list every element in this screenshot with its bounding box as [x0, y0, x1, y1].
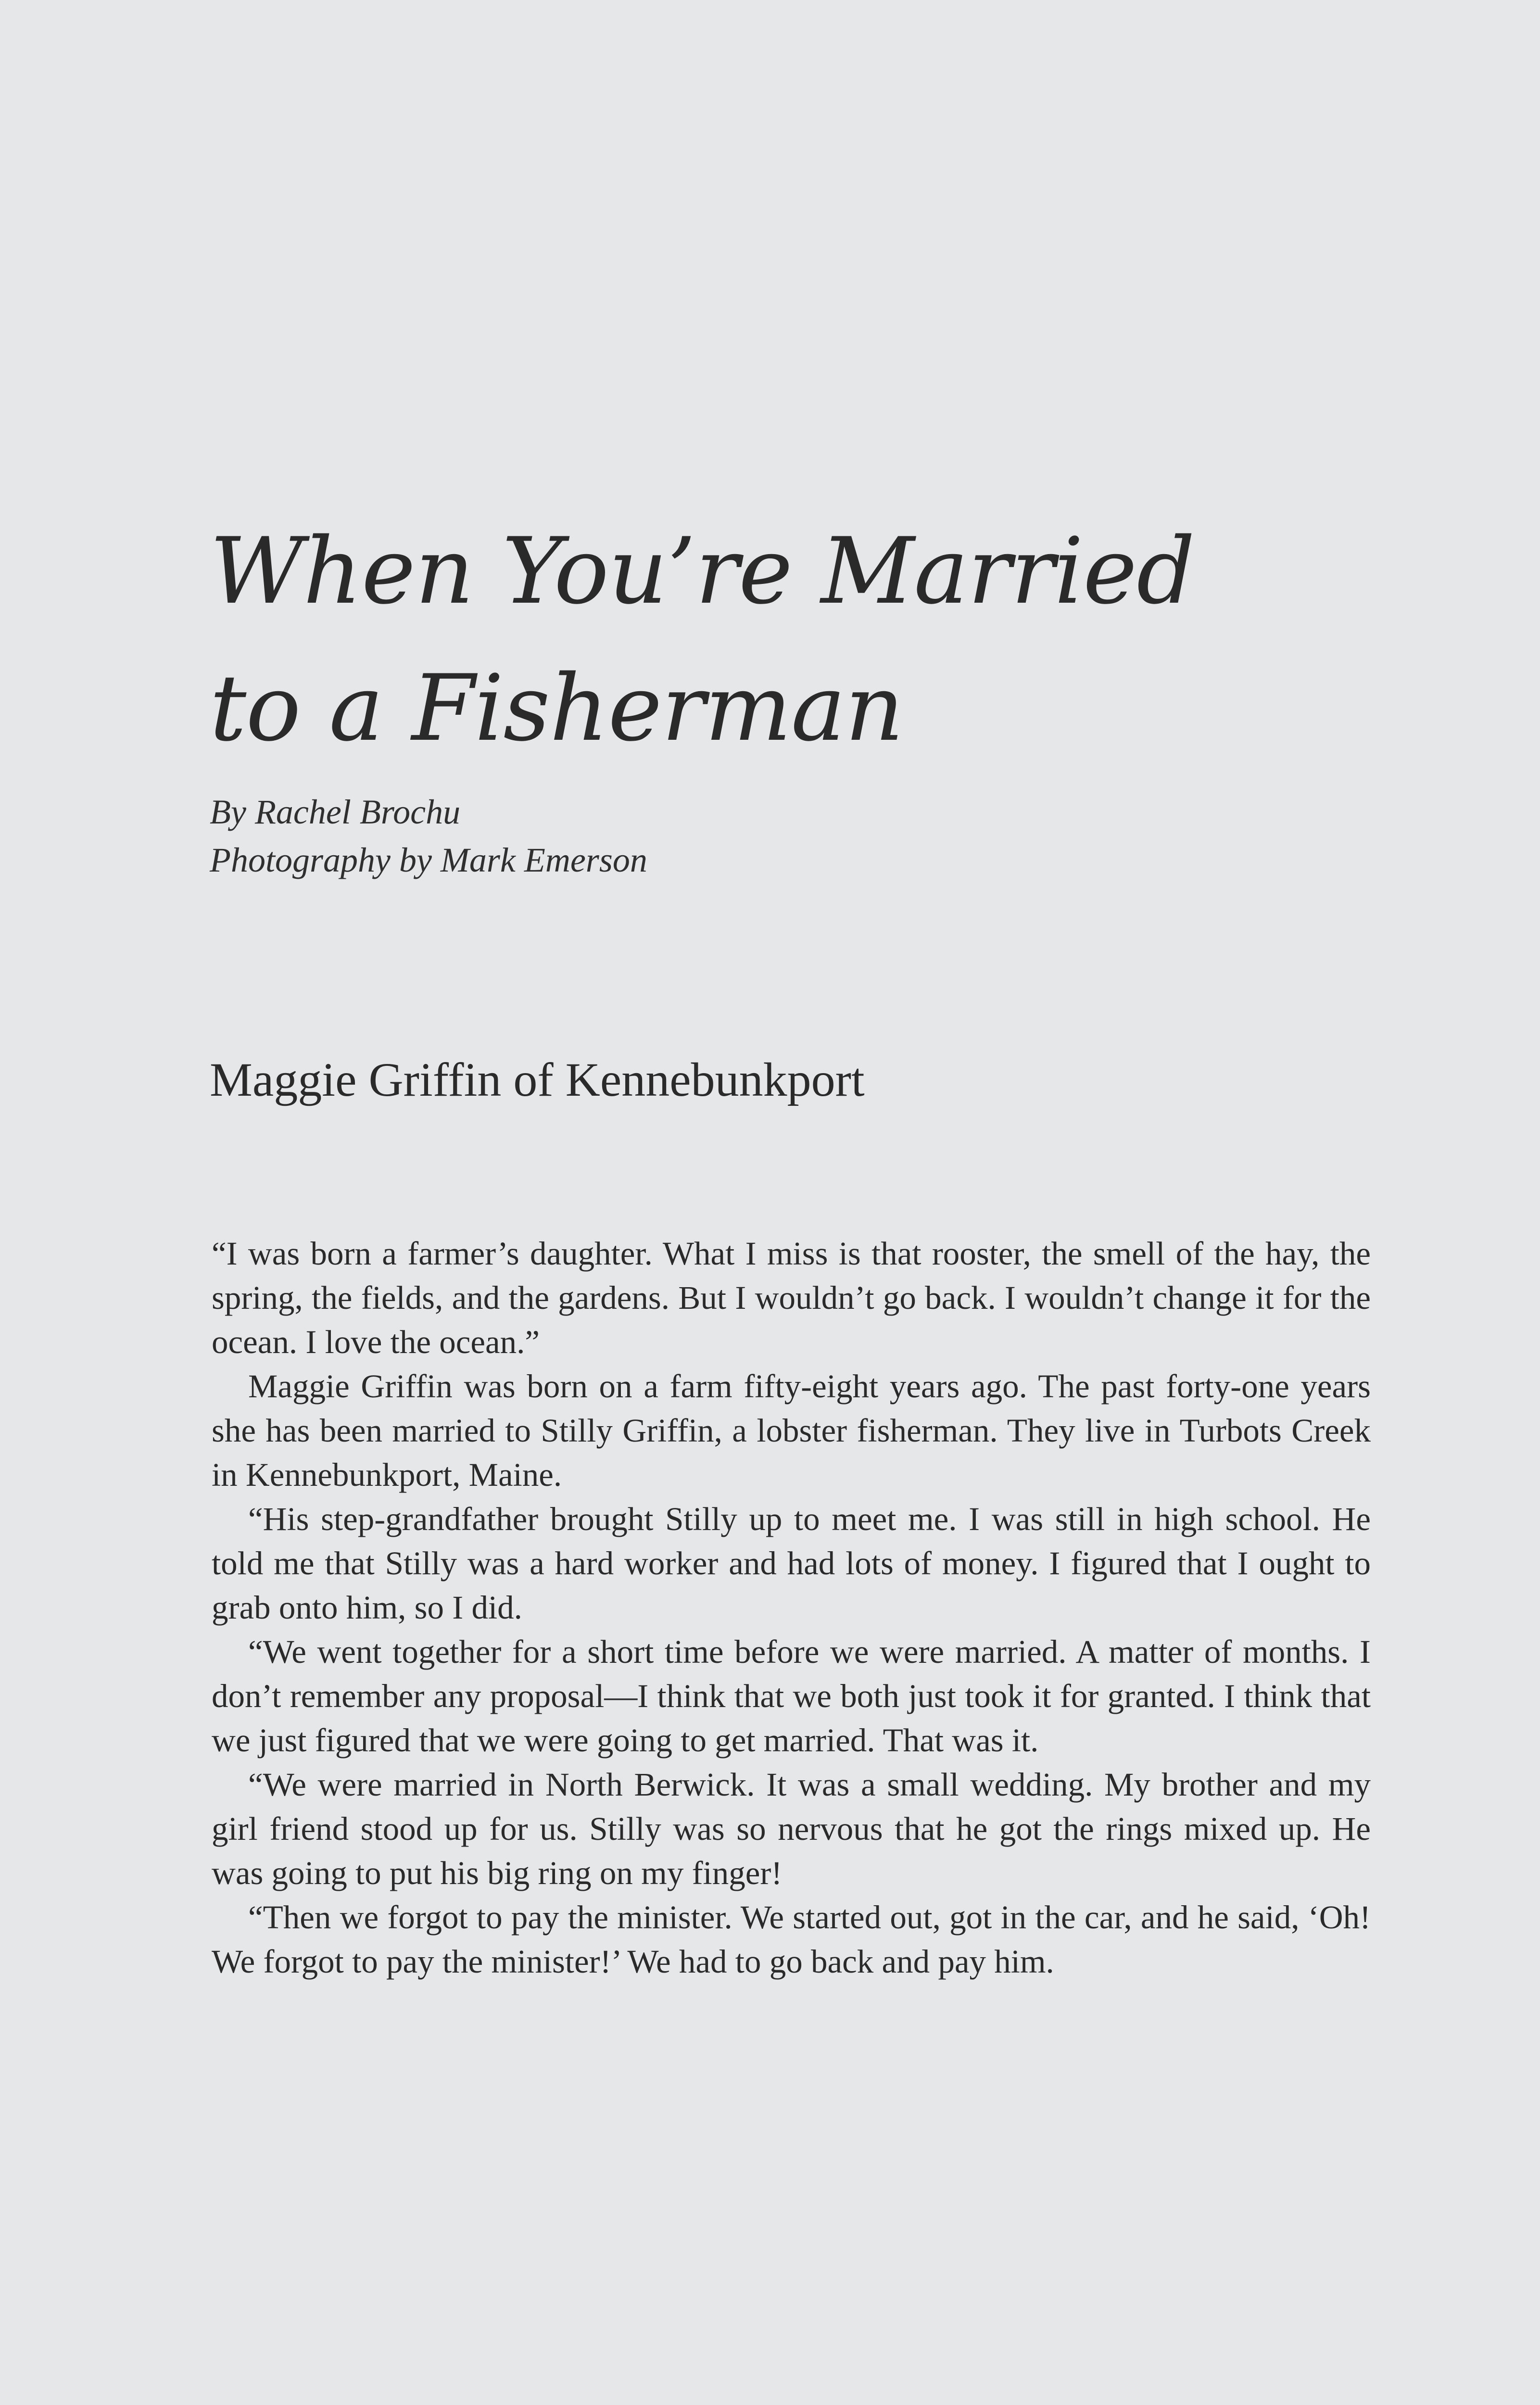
paragraph: “We went together for a short time before we were married. A matter of months. I don’t remember any proposal—I think that we both just took it for granted. I think that we just figured that we were going to get married. That was it. — [212, 1633, 1371, 1759]
credits — [210, 788, 647, 884]
article-title — [210, 503, 1195, 777]
paragraph: “His step-grandfather brought Stilly up to meet me. I was still in high school. He told me that Stilly was a hard worker and had lots of money. I figured that I ought to grab onto him, so I did. — [212, 1501, 1371, 1626]
paragraph: “Then we forgot to pay the minister. We started out, got in the car, and he said, ‘Oh! We forgot to pay the minister!’ We had to go back and pay him. — [212, 1899, 1371, 1980]
title-line-1: When You’re Married — [210, 518, 1195, 624]
title-line-2: to a Fisherman — [210, 655, 904, 761]
photo-credit: Photography by Mark Emerson — [210, 841, 647, 879]
byline: By Rachel Brochu — [210, 793, 461, 831]
paragraph: “I was born a farmer’s daughter. What I miss is that rooster, the smell of the hay, the spring, the fields, and the gardens. But I wouldn’t go back. I wouldn’t change it for the ocean. I love the ocean.” — [212, 1235, 1371, 1360]
article-body — [212, 1231, 1371, 1984]
paragraph: “We were married in North Berwick. It was a small wedding. My brother and my girl friend stood up for us. Stilly was so nervous that he got the rings mixed up. He was going to put his big ring on my finger! — [212, 1766, 1371, 1891]
section-heading: Maggie Griffin of Kennebunkport — [210, 1053, 865, 1106]
paragraph: Maggie Griffin was born on a farm fifty-eight years ago. The past forty-one years she has been married to Stilly Griffin, a lobster fisherman. They live in Turbots Creek in Kennebunkport, Maine. — [212, 1368, 1371, 1493]
